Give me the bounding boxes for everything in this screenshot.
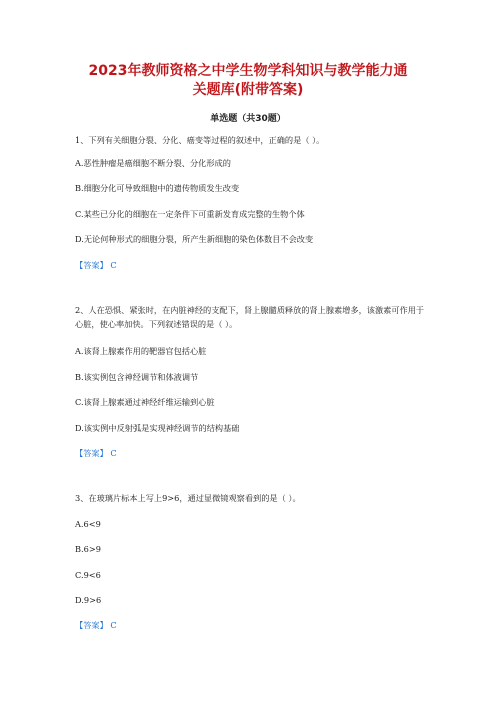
- question-1-answer: [75, 258, 435, 272]
- question-2-option-b: B.该实例包含神经调节和体液调节: [75, 372, 199, 382]
- question-3-option-a: A.6<9: [75, 519, 101, 529]
- answer-label: 【答案】: [75, 260, 108, 270]
- question-3-option-d: D.9>6: [75, 595, 102, 605]
- section-heading: 单选题（共30题）: [210, 114, 286, 124]
- question-3-text: 3、在玻璃片标本上写上9>6，通过显微镜观察看到的是（ ）。: [75, 493, 301, 503]
- question-1-option-d: D.无论何种形式的细胞分裂，所产生新细胞的染色体数目不会改变: [75, 234, 314, 244]
- answer-value: C: [110, 260, 117, 270]
- question-1-option-c: C.某些已分化的细胞在一定条件下可重新发育成完整的生物个体: [75, 209, 305, 219]
- question-3-option-b: B.6>9: [75, 544, 101, 554]
- answer-label: 【答案】: [75, 620, 108, 630]
- answer-label: 【答案】: [75, 448, 108, 458]
- answer-value: C: [110, 448, 117, 458]
- document-title-line-2: 关题库(附带答案): [192, 82, 304, 98]
- question-1-option-b: B.细胞分化可导致细胞中的遗传物质发生改变: [75, 183, 240, 193]
- question-3-option-c: C.9<6: [75, 570, 101, 580]
- answer-value: C: [110, 620, 117, 630]
- question-2-option-d: D.该实例中反射弧是实现神经调节的结构基础: [75, 423, 240, 433]
- question-3-answer: [75, 618, 435, 632]
- question-2-option-c: C.该肾上腺素通过神经纤维运输到心脏: [75, 397, 215, 407]
- question-2-text: 2、人在恐惧、紧张时，在内脏神经的支配下，肾上腺髓质释放的肾上腺素增多，该激素可作用于心脏，使心率加快。下列叙述错误的是（ ）。: [75, 305, 425, 329]
- question-1-text: 1、下列有关细胞分裂、分化、癌变等过程的叙述中，正确的是（ ）。: [75, 135, 325, 145]
- document-title-line-1: 2023年教师资格之中学生物学科知识与教学能力通: [88, 63, 408, 79]
- question-1-option-a: A.恶性肿瘤是癌细胞不断分裂、分化形成的: [75, 158, 231, 168]
- question-2-option-a: A.该肾上腺素作用的靶器官包括心脏: [75, 346, 207, 356]
- question-2-answer: [75, 446, 435, 460]
